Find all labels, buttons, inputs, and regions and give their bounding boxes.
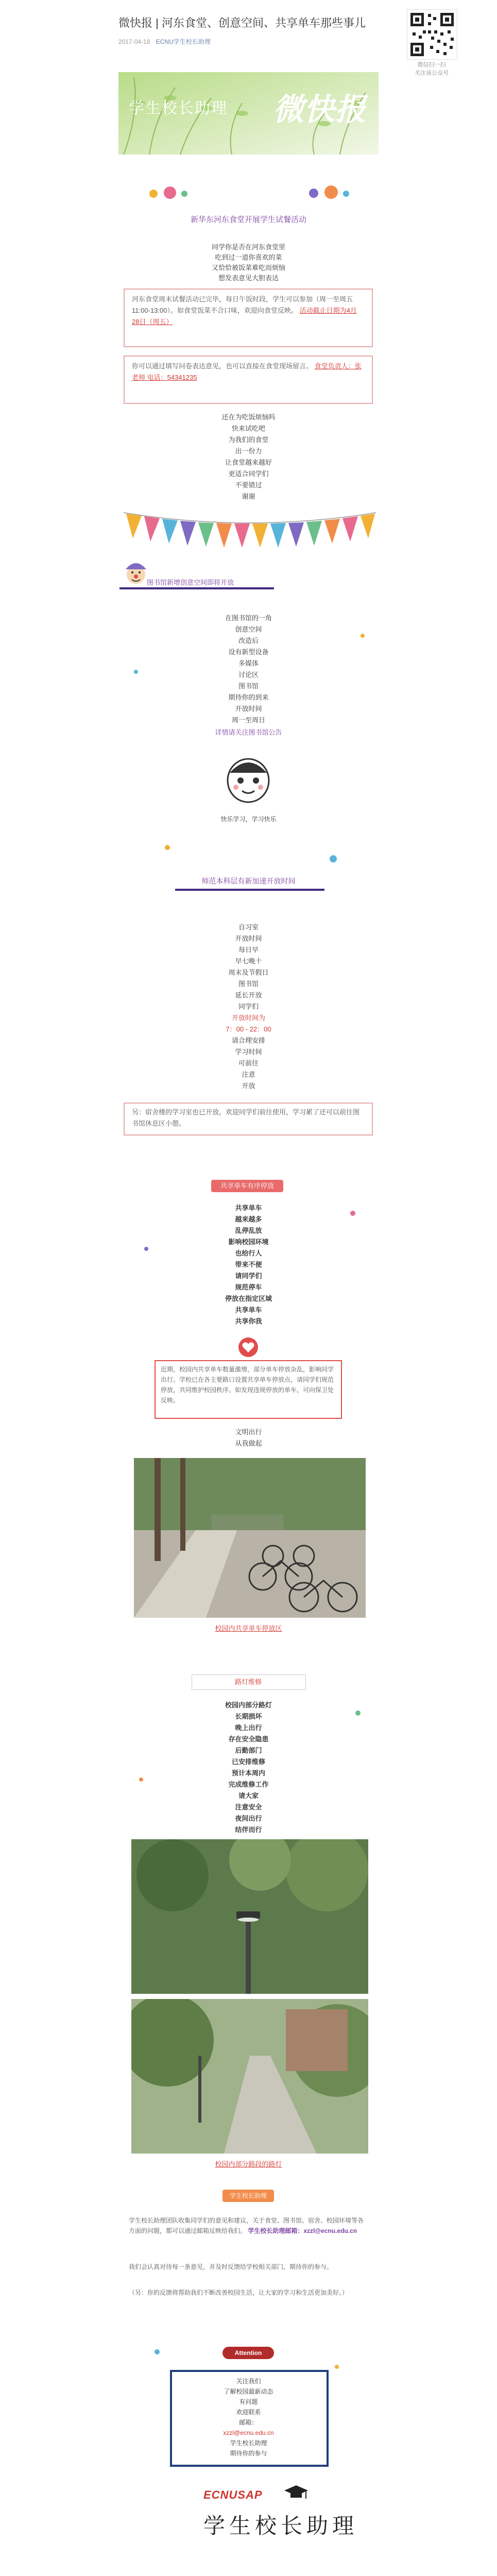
s1-list-7: 谢谢 [242, 493, 255, 500]
s2-list-5: 讨论区 [238, 671, 259, 679]
attention-line-4: 邮箱： [239, 2419, 258, 2426]
s2-list-1: 创意空间 [235, 625, 262, 633]
s5-list-5: 已安排维修 [231, 1758, 265, 1766]
section3-bar [175, 889, 324, 891]
s3-tail-2: 可前往 [238, 1059, 259, 1067]
account-link[interactable]: ECNU学生校长助理 [156, 38, 211, 45]
s1-intro-1: 吃到过一道你喜欢的菜 [215, 253, 282, 261]
s4-list-3: 影响校园环境 [228, 1238, 269, 1246]
s5-list-0: 校园内部分路灯 [225, 1701, 272, 1709]
bicycle-photo [134, 1458, 366, 1618]
s4-list-10: 共享你我 [235, 1317, 262, 1325]
heart-icon [238, 1337, 259, 1360]
s1-list-1: 快来试吃吧 [231, 425, 265, 432]
attention-line-1: 了解校园最新动态 [224, 2388, 273, 2395]
s3-list-5: 图书馆 [238, 980, 259, 988]
banner-title: 微快报 [273, 92, 366, 128]
s3-list-9: 开放 [242, 1082, 255, 1090]
s5-list-11: 结伴而行 [235, 1826, 262, 1834]
mascot-caption: 快乐学习，学习快乐 [220, 816, 277, 823]
s5-list-3: 存在安全隐患 [228, 1735, 269, 1743]
s3-list-3: 早七晚十 [235, 957, 262, 965]
s2-list-3: 设有新型设备 [228, 648, 269, 656]
s1-list-4: 让食堂越来越好 [225, 459, 272, 466]
s3-list-7: 同学们 [238, 1003, 259, 1010]
attention-line-0: 关注我们 [236, 2378, 261, 2385]
s3-red-1: 开放时间为 [231, 1014, 265, 1022]
s6-body3: （另：你的反馈将帮助我们不断改善校园生活，让大家的学习和生活更加美好。） [129, 2289, 349, 2296]
s5-list-2: 晚上出行 [235, 1724, 262, 1732]
attention-line-6: 期待你的参与 [230, 2450, 267, 2457]
s1-list-5: 更适合同学们 [228, 470, 269, 478]
s1-body1 [132, 294, 364, 328]
s6-body1 [129, 2215, 368, 2236]
section1-title: 新华东河东食堂开展学生试餐活动 [190, 215, 306, 224]
s6-body2: 我们会认真对待每一条意见，并及时反馈给学校相关部门，期待你的参与。 [129, 2263, 333, 2270]
s2-list-9: 周一至周日 [231, 716, 265, 724]
s6-body1-text: 学生校长助理团队收集同学们的意见和建议，关于食堂、图书馆、宿舍、校园环境等各方面的问题，都可以通过邮箱反映给我们。 [129, 2217, 364, 2234]
s3-list-8: 注意 [242, 1071, 255, 1078]
streetlight-photo-2 [131, 1999, 368, 2154]
s4-list-0: 共享单车 [235, 1204, 262, 1212]
s6-email-highlight[interactable]: 学生校长助理邮箱：xzzl@ecnu.edu.cn [248, 2227, 357, 2234]
attention-email[interactable]: xzzl@ecnu.edu.cn [223, 2429, 274, 2436]
s2-link[interactable]: 详情请关注图书馆公告 [215, 728, 282, 736]
clown-icon [122, 559, 150, 590]
s2-list-6: 图书馆 [238, 682, 259, 690]
section3-title: 师范本科层有新加速开放时间 [201, 877, 296, 885]
s5-list-9: 注意安全 [235, 1803, 262, 1811]
s3-tail-0: 请合理安排 [231, 1037, 265, 1044]
s1-list-3: 出一份力 [235, 447, 262, 455]
s1-intro-0: 同学你是否在河东食堂里 [211, 243, 285, 251]
s5-list-7: 完成维修工作 [228, 1781, 269, 1788]
s2-list-7: 期待你的到来 [228, 693, 269, 701]
s1-intro-3: 想发表意见大胆表达 [218, 274, 279, 282]
s4-list-5: 带来不便 [235, 1261, 262, 1268]
s4-tail-1: 从我做起 [235, 1439, 262, 1447]
banner-subtitle: 学生校长助理 [129, 99, 228, 117]
s4-list-1: 越来越多 [235, 1215, 262, 1223]
s3-list-4: 周末及节假日 [228, 969, 269, 976]
s4-list-7: 规范停车 [235, 1283, 262, 1291]
s4-tail-0: 文明出行 [235, 1428, 262, 1436]
publish-date: 2017-04-18 [118, 38, 150, 45]
qr-caption: 微信扫一扫 关注该公众号 [415, 62, 449, 76]
s3-list-0: 自习室 [238, 923, 259, 931]
s1-body1-text: 河东食堂周末试餐活动已完毕，每日午饭时段，学生可以参加（周一至周五 11:00-13:00）。如食堂饭菜不合口味，欢迎向食堂反映。 [132, 295, 353, 314]
s3-red-2: 7：00 - 22：00 [226, 1025, 271, 1033]
s3-list-6: 延长开放 [235, 991, 262, 999]
graduation-cap-icon [283, 2484, 309, 2504]
footer-brand: ECNUSAP [203, 2488, 263, 2501]
attention-pill: Attention [222, 2347, 274, 2359]
s2-list-0: 在图书馆的一角 [225, 614, 272, 622]
s5-list-8: 请大家 [238, 1792, 259, 1800]
s4-list-6: 请同学们 [235, 1272, 262, 1280]
s3-list-2: 每日早 [238, 946, 259, 954]
banner-image [118, 72, 379, 155]
s1-list-2: 为我们的食堂 [228, 436, 269, 444]
s2-list-4: 多媒体 [238, 659, 259, 667]
attention-line-3: 欢迎联系 [236, 2409, 261, 2416]
streetlight-photo-caption: 校园内部分路段的路灯 [215, 2160, 282, 2168]
s1-body2 [132, 361, 364, 383]
s3-list-1: 开放时间 [235, 935, 262, 942]
attention-line-5: 学生校长助理 [230, 2439, 267, 2447]
article-title: 微快报 | 河东食堂、创意空间、共享单车那些事儿 [118, 16, 366, 29]
section6-pill: 学生校长助理 [222, 2190, 274, 2202]
s4-list-2: 乱停乱放 [235, 1227, 262, 1234]
s5-list-4: 后勤部门 [235, 1747, 262, 1754]
s3-tail-1: 学习时间 [235, 1048, 262, 1056]
section2-title: 图书馆新增创意空间即将开放 [147, 579, 234, 586]
s4-list-9: 共享单车 [235, 1306, 262, 1314]
bunting-decoration [124, 507, 376, 554]
s1-body2-highlight: 食堂负责人：张老师 电话：54341235 [132, 362, 362, 381]
s2-list-8: 开放时间 [235, 705, 262, 713]
s5-list-10: 夜间出行 [235, 1815, 262, 1822]
s1-list-6: 不要错过 [235, 481, 262, 489]
qr-code [407, 9, 457, 60]
s4-list-8: 停放在指定区域 [225, 1295, 272, 1302]
s5-list-6: 预计本周内 [231, 1769, 265, 1777]
s1-intro-2: 又恰恰被饭菜难吃而烦恼 [211, 264, 285, 272]
attention-line-2: 有问题 [239, 2398, 258, 2405]
s1-body2-text: 你可以通过填写问卷表达意见，也可以直接在食堂现场留言。 [132, 362, 313, 370]
article-meta [118, 37, 211, 46]
bicycle-photo-caption: 校园内共享单车停放区 [215, 1624, 282, 1632]
streetlight-photo-1 [131, 1839, 368, 1994]
s1-list-0: 还在为吃饭烦恼吗 [221, 413, 276, 421]
section5-title: 路灯维修 [234, 1678, 262, 1686]
footer-name: 学生校长助理 [203, 2513, 358, 2538]
s4-note: 近期，校园内共享单车数量激增，部分单车停放杂乱，影响同学出行。学校已在各主要路口设置共享单车停放点，请同学们规范停放，共同维护校园秩序。如发现违规停放的单车，可向保卫处反映。 [161, 1366, 334, 1404]
s1-body1-highlight: 活动截止日期为4月28日（周五） [132, 307, 357, 326]
s4-list-4: 也给行人 [235, 1249, 262, 1257]
s5-list-1: 长期损坏 [235, 1713, 262, 1720]
s3-note: 另：宿舍楼的学习室也已开放，欢迎同学们前往使用，学习累了还可以前往图书馆休息区小憩。 [132, 1108, 360, 1127]
section4-pill: 共享单车有序停放 [211, 1180, 283, 1192]
mascot-image [222, 752, 274, 811]
s2-list-2: 改造后 [238, 637, 259, 645]
